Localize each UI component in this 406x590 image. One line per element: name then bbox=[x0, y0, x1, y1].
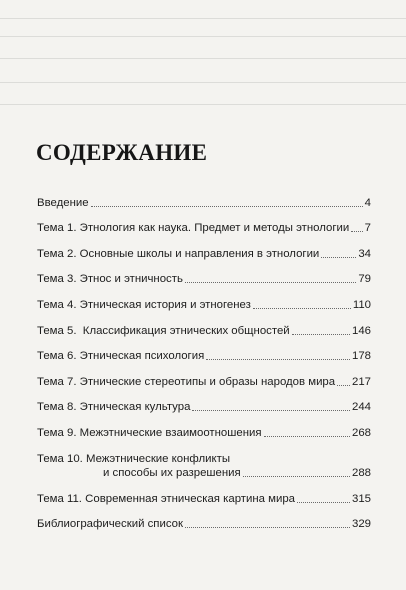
toc-entry-topic-1 bbox=[37, 210, 371, 236]
toc-page-number: 315 bbox=[351, 492, 371, 505]
toc-entry-title: Тема 7. Этнические стереотипы и образы народов мира bbox=[37, 375, 336, 388]
toc-page-number: 217 bbox=[351, 375, 371, 388]
toc-page-number: 7 bbox=[364, 222, 371, 235]
page-title: СОДЕРЖАНИЕ bbox=[36, 140, 208, 165]
toc-entry-title-block bbox=[37, 452, 241, 480]
dot-leader bbox=[351, 231, 362, 232]
toc-entry-topic-10 bbox=[37, 440, 371, 480]
toc-entry-topic-4 bbox=[37, 286, 371, 312]
toc-entry-title: Введение bbox=[37, 196, 89, 209]
dot-leader bbox=[292, 334, 350, 335]
dot-leader bbox=[206, 359, 350, 360]
dot-leader bbox=[192, 410, 350, 411]
toc-page-number: 288 bbox=[351, 466, 371, 479]
toc-page-number: 79 bbox=[358, 273, 371, 286]
dot-leader bbox=[91, 206, 363, 207]
toc-entry-title: Тема 5. Классификация этнических общностей bbox=[37, 324, 290, 337]
toc-entry-topic-7 bbox=[37, 363, 371, 389]
toc-entry-topic-11 bbox=[37, 480, 371, 506]
toc-entry-topic-8 bbox=[37, 389, 371, 415]
toc-entry-title: Тема 4. Этническая история и этногенез bbox=[37, 298, 251, 311]
toc-entry-title-continued: и способы их разрешения bbox=[103, 466, 241, 479]
toc-entry-introduction bbox=[37, 184, 371, 210]
toc-entry-topic-5 bbox=[37, 312, 371, 338]
toc-entry-bibliography bbox=[37, 506, 371, 532]
toc-entry-title: Тема 6. Этническая психология bbox=[37, 350, 205, 363]
toc-entry-title: Тема 2. Основные школы и направления в этнологии bbox=[37, 247, 320, 260]
toc-entry-title: Тема 3. Этнос и этничность bbox=[37, 273, 183, 286]
toc-entry-title: Тема 8. Этническая культура bbox=[37, 401, 191, 414]
table-of-contents bbox=[37, 184, 371, 531]
dot-leader bbox=[253, 308, 351, 309]
dot-leader bbox=[337, 385, 350, 386]
dot-leader bbox=[321, 257, 356, 258]
dot-leader bbox=[243, 476, 350, 477]
toc-page-number: 110 bbox=[352, 298, 371, 311]
toc-page-number: 268 bbox=[351, 426, 371, 439]
toc-entry-title: Тема 9. Межэтнические взаимоотношения bbox=[37, 426, 262, 439]
toc-page-number: 244 bbox=[351, 401, 371, 414]
dot-leader bbox=[297, 502, 350, 503]
toc-page-number: 4 bbox=[364, 196, 371, 209]
toc-page-number: 146 bbox=[351, 324, 371, 337]
toc-page-number: 34 bbox=[358, 247, 371, 260]
dot-leader bbox=[264, 436, 350, 437]
toc-entry-title: Тема 10. Межэтнические конфликты bbox=[37, 452, 231, 465]
toc-entry-topic-3 bbox=[37, 261, 371, 287]
toc-entry-topic-9 bbox=[37, 414, 371, 440]
dot-leader bbox=[185, 282, 356, 283]
toc-page-number: 329 bbox=[351, 518, 371, 531]
dot-leader bbox=[185, 527, 350, 528]
toc-entry-topic-2 bbox=[37, 235, 371, 261]
toc-entry-topic-6 bbox=[37, 338, 371, 364]
toc-entry-title: Тема 11. Современная этническая картина мира bbox=[37, 492, 296, 505]
toc-page-number: 178 bbox=[351, 350, 371, 363]
toc-entry-title: Тема 1. Этнология как наука. Предмет и методы этнологии bbox=[37, 222, 350, 235]
toc-entry-title: Библиографический список bbox=[37, 518, 183, 531]
